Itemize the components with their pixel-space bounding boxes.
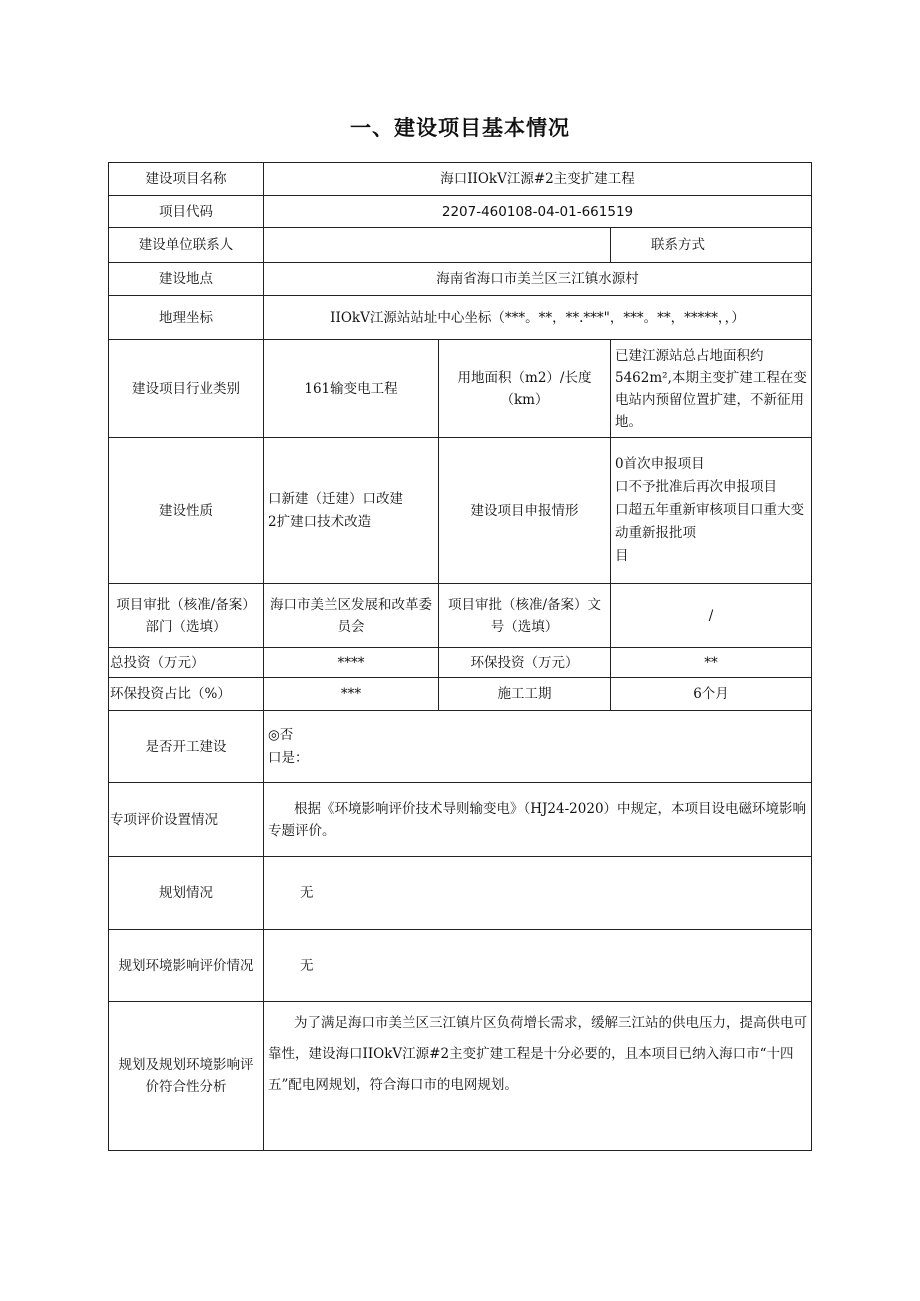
filing-option-4: 目 bbox=[615, 548, 629, 564]
row-compliance bbox=[109, 1002, 812, 1151]
label-total-investment: 总投资（万元） bbox=[109, 648, 264, 678]
nature-option-line2: 2扩建口技术改造 bbox=[268, 513, 372, 530]
label-planning: 规划情况 bbox=[109, 857, 264, 930]
label-construction-period: 施工工期 bbox=[439, 678, 611, 711]
label-approval-dept: 项目审批（核准/备案）部门（选填） bbox=[109, 584, 264, 648]
value-env-ratio: *** bbox=[264, 678, 439, 711]
value-project-name: 海口IIOkV江源#2主变扩建工程 bbox=[264, 163, 812, 196]
label-started: 是否开工建设 bbox=[109, 711, 264, 783]
value-approval-dept: 海口市美兰区发展和改革委员会 bbox=[264, 584, 439, 648]
row-nature bbox=[109, 438, 812, 584]
value-planning: 无 bbox=[264, 857, 812, 930]
label-env-investment: 环保投资（万元） bbox=[439, 648, 611, 678]
value-contact bbox=[264, 228, 611, 263]
label-approval-number: 项目审批（核准/备案）文号（选填） bbox=[439, 584, 611, 648]
value-started bbox=[264, 711, 812, 783]
row-special-eval bbox=[109, 783, 812, 857]
nature-option-line1: 口新建（迁建）口改建 bbox=[268, 490, 403, 507]
value-approval-number: / bbox=[611, 584, 812, 648]
value-land-area: 已建江源站总占地面积约5462m²,本期主变扩建工程在变电站内预留位置扩建，不新征用地。 bbox=[611, 340, 812, 438]
value-special-eval: 根据《环境影响评价技术导则输变电》（HJ24-2020）中规定，本项目设电磁环境影响专题评价。 bbox=[264, 783, 812, 857]
label-nature: 建设性质 bbox=[109, 438, 264, 584]
label-special-eval: 专项评价设置情况 bbox=[109, 783, 264, 857]
label-land-area-line1: 用地面积（m2）/长度 bbox=[457, 369, 592, 386]
value-industry: 161输变电工程 bbox=[264, 340, 439, 438]
value-planning-eval: 无 bbox=[264, 930, 812, 1002]
value-coordinates: IIOkV江源站站址中心坐标（***。**，**.***"，***。**，*****，，） bbox=[264, 296, 812, 340]
row-investment bbox=[109, 648, 812, 678]
label-coordinates: 地理坐标 bbox=[109, 296, 264, 340]
value-total-investment: **** bbox=[264, 648, 439, 678]
row-project-name bbox=[109, 163, 812, 196]
page-title: 一、建设项目基本情况 bbox=[350, 116, 570, 140]
label-project-name: 建设项目名称 bbox=[109, 163, 264, 196]
value-location: 海南省海口市美兰区三江镇水源村 bbox=[264, 263, 812, 296]
started-option-yes: 口是： bbox=[268, 749, 309, 766]
label-contact: 建设单位联系人 bbox=[109, 228, 264, 263]
label-contact-method: 联系方式 bbox=[611, 228, 812, 263]
label-filing-type: 建设项目申报情形 bbox=[439, 438, 611, 584]
label-land-area bbox=[439, 340, 611, 438]
filing-option-3: 口超五年重新审核项目口重大变动重新报批项 bbox=[615, 502, 804, 541]
row-industry bbox=[109, 340, 812, 438]
row-coordinates bbox=[109, 296, 812, 340]
label-planning-eval: 规划环境影响评价情况 bbox=[109, 930, 264, 1002]
value-compliance: 为了满足海口市美兰区三江镇片区负荷增长需求，缓解三江站的供电压力，提高供电可靠性，建设海口IIOkV江源#2主变扩建工程是十分必要的，且本项目已纳入海口市“十四五”配电网规划，符合海口市的电网规划。 bbox=[264, 1002, 812, 1151]
label-project-code: 项目代码 bbox=[109, 196, 264, 228]
filing-option-1: 0首次申报项目 bbox=[615, 456, 705, 472]
row-project-code bbox=[109, 196, 812, 228]
row-started bbox=[109, 711, 812, 783]
label-land-area-line2: （km） bbox=[500, 391, 549, 408]
started-option-no: ◎否 bbox=[268, 726, 294, 743]
row-contact bbox=[109, 228, 812, 263]
value-project-code: 2207-460108-04-01-661519 bbox=[264, 196, 812, 228]
label-env-ratio: 环保投资占比（%） bbox=[109, 678, 264, 711]
row-approval bbox=[109, 584, 812, 648]
row-planning-eval bbox=[109, 930, 812, 1002]
project-info-table bbox=[108, 162, 812, 1151]
label-compliance: 规划及规划环境影响评价符合性分析 bbox=[109, 1002, 264, 1151]
label-industry: 建设项目行业类别 bbox=[109, 340, 264, 438]
value-filing-type bbox=[611, 438, 812, 584]
value-construction-period: 6个月 bbox=[611, 678, 812, 711]
value-nature bbox=[264, 438, 439, 584]
row-location bbox=[109, 263, 812, 296]
value-env-investment: ** bbox=[611, 648, 812, 678]
filing-option-2: 口不予批准后再次申报项目 bbox=[615, 479, 777, 495]
row-planning bbox=[109, 857, 812, 930]
row-ratio bbox=[109, 678, 812, 711]
label-location: 建设地点 bbox=[109, 263, 264, 296]
